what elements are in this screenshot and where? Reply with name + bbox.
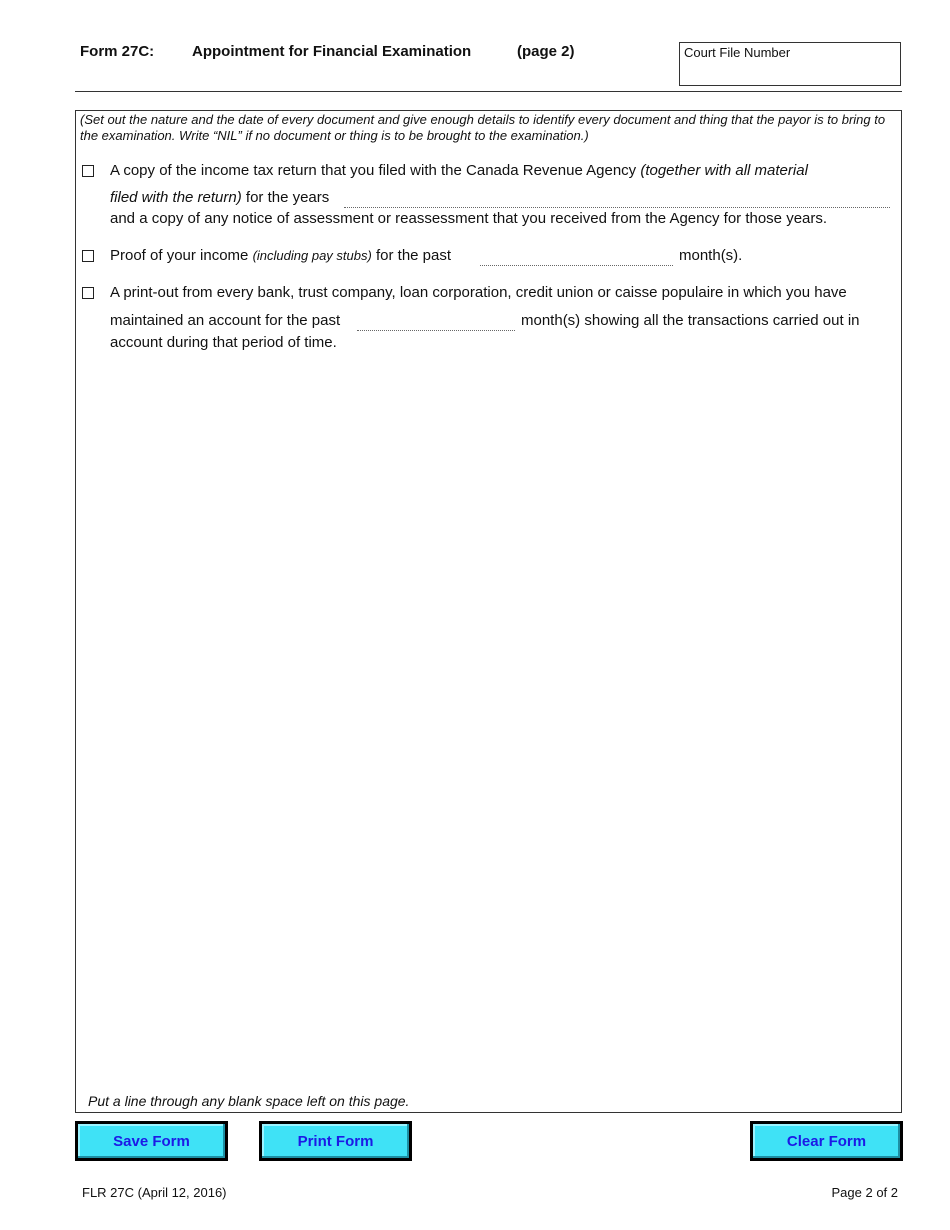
item3-line3: account during that period of time. <box>110 334 337 351</box>
item3-line1: A print-out from every bank, trust company, loan corporation, credit union or caisse populaire in which you have <box>110 284 847 301</box>
tax-years-field[interactable] <box>344 193 890 208</box>
bank-months-field[interactable] <box>357 316 515 331</box>
income-months-field[interactable] <box>480 251 673 266</box>
save-form-button[interactable]: Save Form <box>75 1121 228 1161</box>
blank-space-note: Put a line through any blank space left on this page. <box>88 1093 410 1109</box>
item1-line2 <box>110 189 329 207</box>
instructions-text: (Set out the nature and the date of every document and give enough details to identify every document and thing that the payor is to bring to the examination. Write “NIL” if no document or thing is to be brought to the examination.) <box>80 112 886 143</box>
form-code: FLR 27C (April 12, 2016) <box>82 1185 227 1200</box>
page-label: (page 2) <box>517 43 575 60</box>
header-divider <box>75 91 902 92</box>
income-tax-return-checkbox[interactable] <box>82 165 94 177</box>
page-number: Page 2 of 2 <box>831 1185 898 1200</box>
clear-form-button[interactable]: Clear Form <box>750 1121 903 1161</box>
item3-line2b: month(s) showing all the transactions carried out in <box>521 312 860 329</box>
item2-text-italic: (including pay stubs) <box>252 248 372 263</box>
item1-line3: and a copy of any notice of assessment or reassessment that you received from the Agency for those years. <box>110 210 828 227</box>
item1-line1-italic: (together with all material <box>640 162 808 179</box>
form-title: Appointment for Financial Examination <box>192 43 472 60</box>
item2-text-c: for the past <box>371 247 452 264</box>
item1-line2-text: for the years <box>241 189 330 206</box>
item1-line2-italic: filed with the return) <box>110 189 242 206</box>
proof-of-income-checkbox[interactable] <box>82 250 94 262</box>
court-file-number-box[interactable] <box>679 42 901 86</box>
item1-line1-text: A copy of the income tax return that you filed with the Canada Revenue Agency <box>110 162 641 179</box>
court-file-number-label: Court File Number <box>684 45 791 60</box>
item2-text-a: Proof of your income <box>110 247 253 264</box>
item3-line2a: maintained an account for the past <box>110 312 341 329</box>
print-form-button[interactable]: Print Form <box>259 1121 412 1161</box>
item2-line <box>110 247 451 265</box>
item2-months-label: month(s). <box>679 247 743 264</box>
bank-printout-checkbox[interactable] <box>82 287 94 299</box>
form-number: Form 27C: <box>80 43 155 60</box>
item1-line1 <box>110 162 808 180</box>
